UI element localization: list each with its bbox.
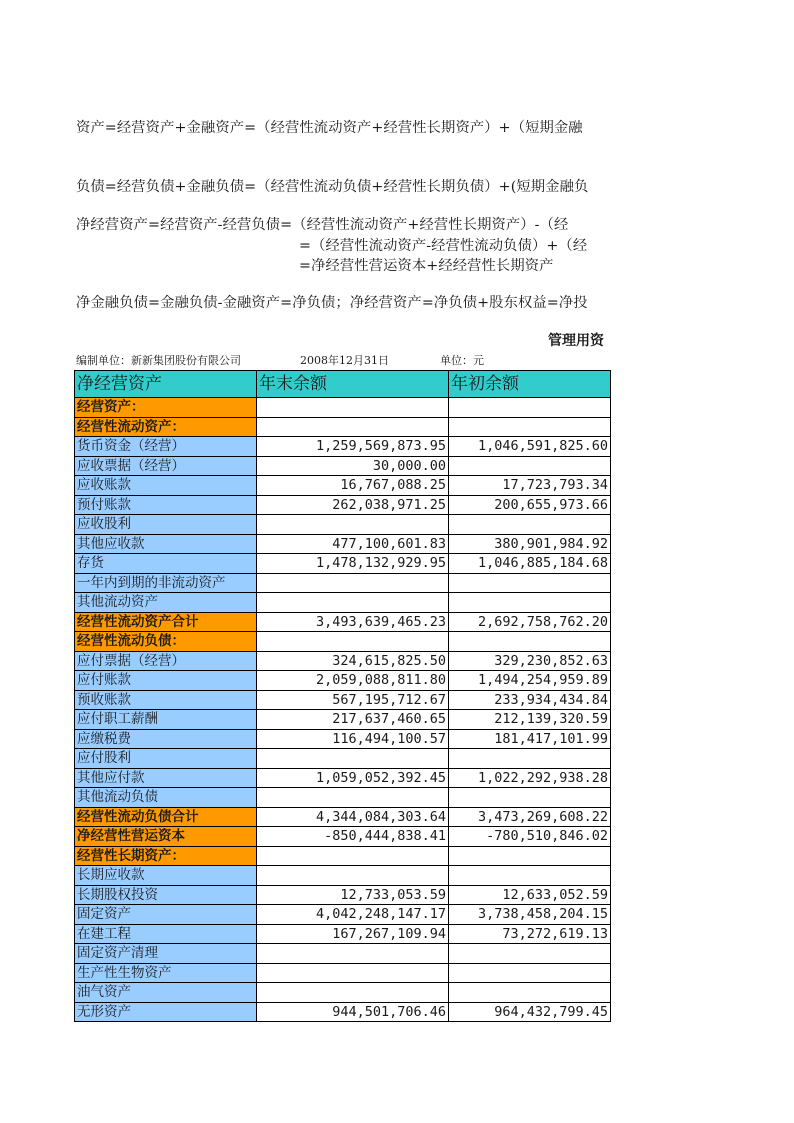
end-balance-cell[interactable]: 567,195,712.67 [257,690,449,710]
row-label-cell[interactable]: 经营性流动资产合计 [75,612,257,632]
column-header-end-balance[interactable]: 年末余额 [257,371,449,398]
end-balance-cell[interactable] [257,963,449,983]
row-label-cell[interactable]: 经营性流动资产： [75,417,257,437]
reporting-entity: 编制单位：新新集团股份有限公司 [76,354,241,367]
formula-liabilities: 负债=经营负债+金融负债=（经营性流动负债+经营性长期负债）+(短期金融负 [76,179,589,195]
row-label-cell[interactable]: 一年内到期的非流动资产 [75,573,257,593]
begin-balance-cell[interactable] [449,632,611,652]
end-balance-cell[interactable]: 262,038,971.25 [257,495,449,515]
currency-unit: 单位：元 [440,354,484,367]
row-label-cell[interactable]: 其他应收款 [75,534,257,554]
begin-balance-cell[interactable]: -780,510,846.02 [449,827,611,847]
begin-balance-cell[interactable]: 380,901,984.92 [449,534,611,554]
end-balance-cell[interactable] [257,749,449,769]
row-label-cell[interactable]: 应付账款 [75,671,257,691]
row-label-cell[interactable]: 应收股利 [75,515,257,535]
row-label-cell[interactable]: 长期应收款 [75,866,257,886]
table-row [75,710,611,730]
row-label-cell[interactable]: 固定资产 [75,905,257,925]
end-balance-cell[interactable] [257,866,449,886]
column-header-begin-balance[interactable]: 年初余额 [449,371,611,398]
begin-balance-cell[interactable]: 12,633,052.59 [449,885,611,905]
begin-balance-cell[interactable] [449,749,611,769]
begin-balance-cell[interactable]: 964,432,799.45 [449,1002,611,1022]
begin-balance-cell[interactable] [449,593,611,613]
begin-balance-cell[interactable]: 212,139,320.59 [449,710,611,730]
end-balance-cell[interactable]: 12,733,053.59 [257,885,449,905]
row-label-cell[interactable]: 应付股利 [75,749,257,769]
table-row [75,573,611,593]
end-balance-cell[interactable] [257,983,449,1003]
table-row [75,651,611,671]
end-balance-cell[interactable] [257,573,449,593]
table-row [75,866,611,886]
row-label-cell[interactable]: 经营性流动负债： [75,632,257,652]
table-row [75,807,611,827]
table-row [75,437,611,457]
begin-balance-cell[interactable] [449,788,611,808]
row-label-cell[interactable]: 预付账款 [75,495,257,515]
table-row [75,417,611,437]
report-title: 管理用资 [548,333,604,349]
table-header-row [75,371,611,398]
begin-balance-cell[interactable]: 3,473,269,608.22 [449,807,611,827]
end-balance-cell[interactable]: 324,615,825.50 [257,651,449,671]
end-balance-cell[interactable]: 4,042,248,147.17 [257,905,449,925]
table-row [75,456,611,476]
table-row [75,1002,611,1022]
begin-balance-cell[interactable]: 3,738,458,204.15 [449,905,611,925]
begin-balance-cell[interactable]: 1,046,885,184.68 [449,554,611,574]
row-label-cell[interactable]: 经营性流动负债合计 [75,807,257,827]
end-balance-cell[interactable]: 1,259,569,873.95 [257,437,449,457]
begin-balance-cell[interactable]: 17,723,793.34 [449,476,611,496]
end-balance-cell[interactable]: 16,767,088.25 [257,476,449,496]
begin-balance-cell[interactable] [449,398,611,418]
end-balance-cell[interactable] [257,846,449,866]
begin-balance-cell[interactable] [449,515,611,535]
end-balance-cell[interactable] [257,632,449,652]
begin-balance-cell[interactable]: 200,655,973.66 [449,495,611,515]
row-label-cell[interactable]: 预收账款 [75,690,257,710]
begin-balance-cell[interactable]: 233,934,434.84 [449,690,611,710]
end-balance-cell[interactable] [257,398,449,418]
formula-net-operating-assets-line2: =（经营性流动资产-经营性流动负债）+（经 [299,238,588,254]
end-balance-cell[interactable]: 1,059,052,392.45 [257,768,449,788]
row-label-cell[interactable]: 在建工程 [75,924,257,944]
end-balance-cell[interactable]: 944,501,706.46 [257,1002,449,1022]
table-body [75,398,611,1022]
begin-balance-cell[interactable] [449,866,611,886]
report-date: 2008年12月31日 [300,354,389,367]
table-row [75,690,611,710]
end-balance-cell[interactable]: -850,444,838.41 [257,827,449,847]
table-row [75,749,611,769]
table-row [75,495,611,515]
table-row [75,729,611,749]
begin-balance-cell[interactable]: 1,022,292,938.28 [449,768,611,788]
end-balance-cell[interactable]: 30,000.00 [257,456,449,476]
balance-table [74,370,611,1022]
table-row [75,476,611,496]
row-label-cell[interactable]: 应付职工薪酬 [75,710,257,730]
table-row [75,788,611,808]
row-label-cell[interactable]: 油气资产 [75,983,257,1003]
end-balance-cell[interactable]: 3,493,639,465.23 [257,612,449,632]
row-label-cell[interactable]: 经营资产： [75,398,257,418]
row-label-cell[interactable]: 应收票据（经营） [75,456,257,476]
begin-balance-cell[interactable] [449,456,611,476]
row-label-cell[interactable]: 长期股权投资 [75,885,257,905]
formula-net-operating-assets-line3: =净经营性营运资本+经经营性长期资产 [299,258,554,274]
end-balance-cell[interactable] [257,515,449,535]
table-row [75,515,611,535]
end-balance-cell[interactable] [257,593,449,613]
table-row [75,671,611,691]
row-label-cell[interactable]: 应付票据（经营） [75,651,257,671]
begin-balance-cell[interactable] [449,417,611,437]
row-label-cell[interactable]: 其他应付款 [75,768,257,788]
end-balance-cell[interactable]: 217,637,460.65 [257,710,449,730]
row-label-cell[interactable]: 其他流动负债 [75,788,257,808]
begin-balance-cell[interactable]: 1,494,254,959.89 [449,671,611,691]
table-row [75,632,611,652]
table-row [75,905,611,925]
table-row [75,885,611,905]
row-label-cell[interactable]: 生产性生物资产 [75,963,257,983]
table-row [75,827,611,847]
table-row [75,963,611,983]
formula-net-operating-assets: 净经营资产=经营资产-经营负债=（经营性流动资产+经营性长期资产）-（经 [76,217,569,233]
begin-balance-cell[interactable]: 73,272,619.13 [449,924,611,944]
row-label-cell[interactable]: 货币资金（经营） [75,437,257,457]
row-label-cell[interactable]: 其他流动资产 [75,593,257,613]
end-balance-cell[interactable]: 116,494,100.57 [257,729,449,749]
table-row [75,593,611,613]
row-label-cell[interactable]: 应收账款 [75,476,257,496]
row-label-cell[interactable]: 固定资产清理 [75,944,257,964]
table-row [75,768,611,788]
end-balance-cell[interactable]: 1,478,132,929.95 [257,554,449,574]
begin-balance-cell[interactable] [449,573,611,593]
begin-balance-cell[interactable]: 329,230,852.63 [449,651,611,671]
table-row [75,554,611,574]
row-label-cell[interactable]: 经营性长期资产： [75,846,257,866]
begin-balance-cell[interactable] [449,963,611,983]
formula-net-financial-liabilities: 净金融负债=金融负债-金融资产=净负债；净经营资产=净负债+股东权益=净投 [76,295,588,311]
begin-balance-cell[interactable]: 181,417,101.99 [449,729,611,749]
column-header-item[interactable]: 净经营资产 [75,371,257,398]
row-label-cell[interactable]: 应缴税费 [75,729,257,749]
end-balance-cell[interactable]: 477,100,601.83 [257,534,449,554]
table-row [75,398,611,418]
table-row [75,924,611,944]
end-balance-cell[interactable] [257,944,449,964]
row-label-cell[interactable]: 净经营性营运资本 [75,827,257,847]
begin-balance-cell[interactable] [449,983,611,1003]
end-balance-cell[interactable]: 4,344,084,303.64 [257,807,449,827]
begin-balance-cell[interactable]: 2,692,758,762.20 [449,612,611,632]
formula-assets: 资产=经营资产+金融资产=（经营性流动资产+经营性长期资产）+（短期金融 [76,120,583,136]
begin-balance-cell[interactable] [449,846,611,866]
end-balance-cell[interactable] [257,788,449,808]
row-label-cell[interactable]: 无形资产 [75,1002,257,1022]
table-row [75,612,611,632]
table-row [75,944,611,964]
end-balance-cell[interactable]: 2,059,088,811.80 [257,671,449,691]
begin-balance-cell[interactable] [449,944,611,964]
row-label-cell[interactable]: 存货 [75,554,257,574]
table-row [75,846,611,866]
end-balance-cell[interactable] [257,417,449,437]
begin-balance-cell[interactable]: 1,046,591,825.60 [449,437,611,457]
table-row [75,534,611,554]
end-balance-cell[interactable]: 167,267,109.94 [257,924,449,944]
table-row [75,983,611,1003]
